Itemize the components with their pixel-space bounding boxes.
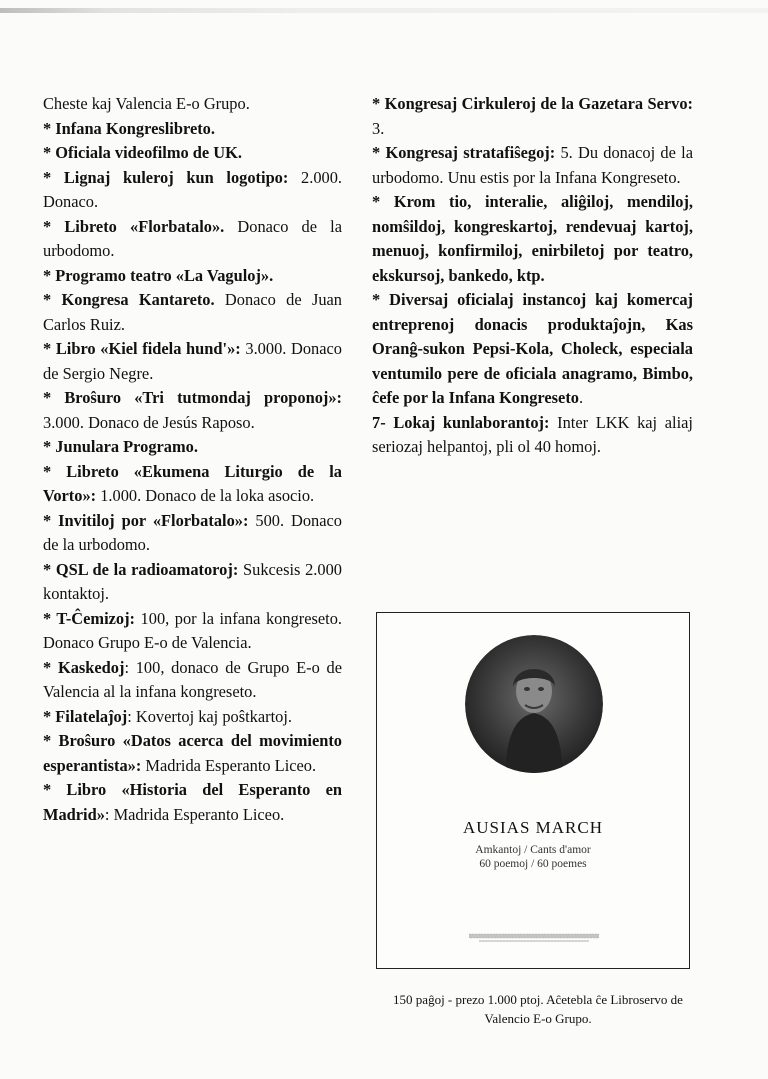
item-heading: * Libreto «Florbatalo». <box>43 216 225 236</box>
list-item <box>43 337 342 386</box>
list-item <box>372 141 693 190</box>
item-heading: * Libreto «Ekumena Liturgio de la Vorto»: <box>43 461 342 505</box>
list-item <box>43 509 342 558</box>
list-item <box>43 386 342 435</box>
item-heading: * Diversaj oficialaj instancoj kaj komercaj entreprenoj donacis produktaĵojn, Kas Oranĝ-sukon Pepsi-Kola, Choleck, especiala ventumilo pere de oficiala anagramo, Bimbo, ĉefe por la Infana Kongreseto <box>372 290 693 407</box>
portrait-engraving-icon <box>465 635 603 773</box>
item-heading: * Kongresa Kantareto. <box>43 290 215 309</box>
item-heading: * Krom tio, interalie, aliĝiloj, mendiloj, nomŝildoj, kongreskartoj, rendevuaj kartoj, menuoj, konfirmiloj, enirbiletoj por teatro, ekskursoj, bankedo, ktp. <box>372 192 693 285</box>
list-item <box>43 607 342 656</box>
item-text: : 100, donaco de Grupo E-o de Valencia al la infana kongreseto. <box>43 657 342 701</box>
item-heading: 7- Lokaj kunlaborantoj: <box>372 412 550 432</box>
right-column <box>372 92 693 460</box>
list-item <box>372 190 693 288</box>
item-heading: * Libro «Kiel fidela hund'»: <box>43 339 241 358</box>
item-text: Donaco de la urbodomo. <box>43 216 342 260</box>
list-item <box>43 460 342 509</box>
list-item <box>43 435 342 460</box>
item-text: Inter LKK kaj aliaj seriozaj helpantoj, pli ol 40 homoj. <box>372 412 693 456</box>
item-heading: * Junulara Programo. <box>43 437 198 456</box>
list-item <box>43 705 342 730</box>
portrait-image <box>465 635 603 773</box>
item-text: 100, por la infana kongreseto. Donaco Grupo E-o de Valencia. <box>43 608 342 652</box>
list-item <box>43 166 342 215</box>
list-item <box>372 92 693 141</box>
item-heading: * Broŝuro «Tri tutmondaj proponoj»: <box>43 388 342 407</box>
left-column <box>43 92 342 827</box>
book-caption: 150 paĝoj - prezo 1.000 ptoj. Aĉetebla ĉe Libroservo de Valencio E-o Grupo. <box>393 992 683 1026</box>
list-item <box>43 141 342 166</box>
item-heading: * Libro «Historia del Esperanto en Madrid» <box>43 780 342 824</box>
item-heading: * Kongresaj Cirkuleroj de la Gazetara Servo: <box>372 94 693 113</box>
item-text: 1.000. Donaco de la loka asocio. <box>96 486 315 505</box>
item-heading: * Lignaj kuleroj kun logotipo: <box>43 167 289 187</box>
item-heading: * T-Ĉemizoj: <box>43 608 136 628</box>
item-text: 5. Du donacoj de la urbodomo. Unu estis por la Infana Kongreseto. <box>372 143 693 187</box>
item-heading: * QSL de la radioamatoroj: <box>43 559 239 579</box>
scan-edge-shadow <box>0 8 768 13</box>
item-heading: * Kongresaj stratafiŝegoj: <box>372 143 556 162</box>
item-text: Madrida Esperanto Liceo. <box>141 755 317 775</box>
item-heading: * Programo teatro «La Vaguloj». <box>43 265 274 285</box>
item-heading: * Kaskedoj <box>43 657 125 677</box>
item-text: : Madrida Esperanto Liceo. <box>104 804 285 824</box>
item-text: Sukcesis 2.000 kontaktoj. <box>43 559 342 603</box>
item-text: 3.000. Donaco de Jesús Raposo. <box>43 412 255 432</box>
item-heading: * Oficiala videofilmo de UK. <box>43 143 242 162</box>
list-item <box>43 117 342 142</box>
item-text: 500. Donaco de la urbodomo. <box>43 510 342 554</box>
list-item <box>43 92 342 117</box>
list-item <box>43 215 342 264</box>
list-item <box>43 264 342 289</box>
list-item <box>43 778 342 827</box>
publisher-logo <box>469 931 599 945</box>
item-text: Donaco de Juan Carlos Ruiz. <box>43 290 342 334</box>
list-item <box>43 656 342 705</box>
book-title: AUSIAS MARCH <box>463 818 603 837</box>
item-heading: * Filatelaĵoj <box>43 706 128 726</box>
item-heading: * Infana Kongreslibreto. <box>43 118 215 138</box>
item-heading: * Broŝuro «Datos acerca del movimiento esperantista»: <box>43 731 342 775</box>
item-text: : Kovertoj kaj poŝtkartoj. <box>127 706 292 726</box>
book-subtitle-1: Amkantoj / Cants d'amor <box>475 844 591 856</box>
list-item <box>43 729 342 778</box>
list-item <box>43 558 342 607</box>
item-text: . <box>579 388 584 407</box>
book-cover-figure <box>376 612 690 969</box>
list-item <box>372 411 693 460</box>
list-item <box>372 288 693 411</box>
item-text: Cheste kaj Valencia E-o Grupo. <box>43 94 250 113</box>
book-subtitle-2: 60 poemoj / 60 poemes <box>479 858 587 870</box>
list-item <box>43 288 342 337</box>
item-heading: * Invitiloj por «Florbatalo»: <box>43 510 249 530</box>
item-text: 2.000. Donaco. <box>43 167 343 211</box>
item-text: 3.000. Donaco de Sergio Negre. <box>43 339 342 383</box>
item-text: 3. <box>372 118 385 138</box>
